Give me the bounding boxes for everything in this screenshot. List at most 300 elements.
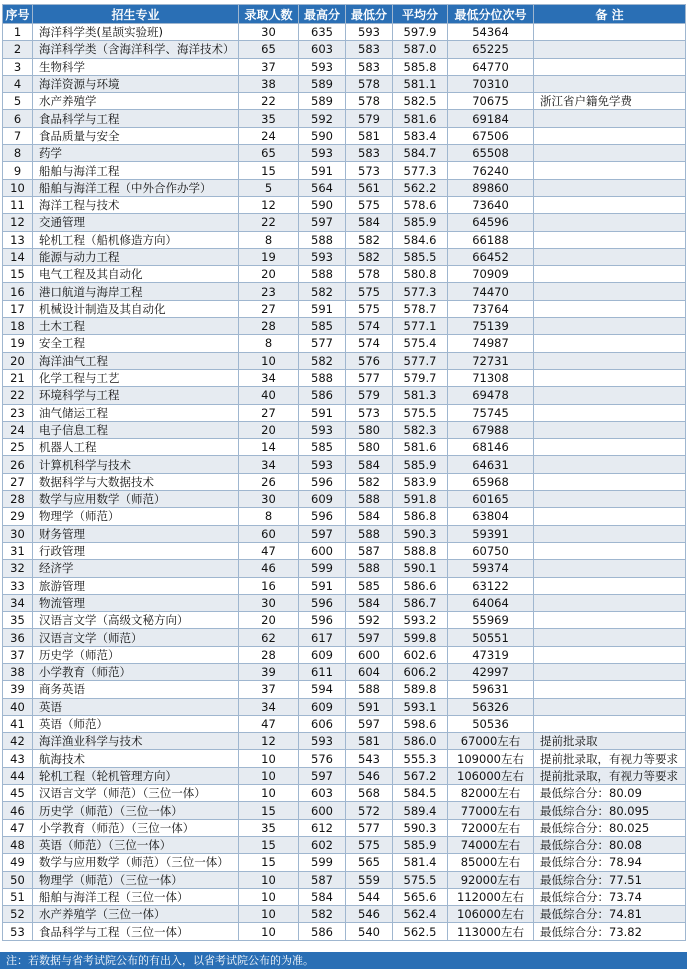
table-row bbox=[3, 231, 686, 248]
cell-avg-score: 593.2 bbox=[393, 612, 448, 629]
cell-index: 43 bbox=[3, 750, 33, 767]
cell-index: 53 bbox=[3, 923, 33, 940]
cell-remarks: 提前批录取，有视力等要求 bbox=[534, 767, 686, 784]
cell-major: 历史学（师范） bbox=[33, 646, 239, 663]
cell-min-score: 565 bbox=[346, 854, 393, 871]
cell-index: 49 bbox=[3, 854, 33, 871]
cell-min-score: 604 bbox=[346, 663, 393, 680]
cell-max-score: 596 bbox=[299, 473, 346, 490]
cell-major: 小学教育（师范）（三位一体） bbox=[33, 819, 239, 836]
cell-major: 能源与动力工程 bbox=[33, 248, 239, 265]
cell-index: 11 bbox=[3, 196, 33, 213]
cell-index: 20 bbox=[3, 352, 33, 369]
cell-major: 船舶与海洋工程（中外合作办学） bbox=[33, 179, 239, 196]
cell-min-score: 579 bbox=[346, 110, 393, 127]
cell-major: 财务管理 bbox=[33, 525, 239, 542]
table-row bbox=[3, 525, 686, 542]
cell-enrolled: 60 bbox=[239, 525, 299, 542]
cell-min-score: 587 bbox=[346, 542, 393, 559]
cell-enrolled: 20 bbox=[239, 421, 299, 438]
cell-min-score: 579 bbox=[346, 387, 393, 404]
cell-enrolled: 65 bbox=[239, 41, 299, 58]
cell-index: 18 bbox=[3, 318, 33, 335]
cell-min-rank: 55969 bbox=[448, 612, 534, 629]
cell-min-score: 546 bbox=[346, 767, 393, 784]
cell-major: 港口航道与海岸工程 bbox=[33, 283, 239, 300]
cell-min-rank: 64631 bbox=[448, 456, 534, 473]
cell-min-score: 584 bbox=[346, 214, 393, 231]
cell-min-rank: 59374 bbox=[448, 560, 534, 577]
cell-remarks bbox=[534, 300, 686, 317]
cell-major: 汉语言文学（高级文秘方向） bbox=[33, 612, 239, 629]
table-row bbox=[3, 836, 686, 853]
cell-min-score: 591 bbox=[346, 698, 393, 715]
cell-max-score: 590 bbox=[299, 196, 346, 213]
cell-remarks bbox=[534, 369, 686, 386]
table-row bbox=[3, 179, 686, 196]
cell-enrolled: 24 bbox=[239, 127, 299, 144]
cell-min-rank: 70310 bbox=[448, 75, 534, 92]
cell-index: 12 bbox=[3, 214, 33, 231]
table-row bbox=[3, 404, 686, 421]
cell-min-score: 544 bbox=[346, 888, 393, 905]
cell-min-rank: 67000左右 bbox=[448, 733, 534, 750]
cell-avg-score: 588.8 bbox=[393, 542, 448, 559]
cell-index: 3 bbox=[3, 58, 33, 75]
cell-major: 交通管理 bbox=[33, 214, 239, 231]
cell-index: 44 bbox=[3, 767, 33, 784]
cell-min-rank: 73640 bbox=[448, 196, 534, 213]
cell-remarks bbox=[534, 352, 686, 369]
cell-max-score: 591 bbox=[299, 162, 346, 179]
cell-remarks bbox=[534, 248, 686, 265]
cell-min-score: 576 bbox=[346, 352, 393, 369]
cell-min-rank: 56326 bbox=[448, 698, 534, 715]
cell-enrolled: 10 bbox=[239, 906, 299, 923]
cell-major: 轮机工程（船机修造方向） bbox=[33, 231, 239, 248]
cell-index: 2 bbox=[3, 41, 33, 58]
cell-major: 水产养殖学 bbox=[33, 93, 239, 110]
header-max-score: 最高分 bbox=[299, 5, 346, 24]
cell-index: 21 bbox=[3, 369, 33, 386]
cell-avg-score: 575.5 bbox=[393, 871, 448, 888]
cell-min-rank: 109000左右 bbox=[448, 750, 534, 767]
cell-index: 15 bbox=[3, 266, 33, 283]
cell-max-score: 591 bbox=[299, 404, 346, 421]
table-row bbox=[3, 162, 686, 179]
cell-index: 10 bbox=[3, 179, 33, 196]
cell-min-rank: 73764 bbox=[448, 300, 534, 317]
cell-major: 计算机科学与技术 bbox=[33, 456, 239, 473]
cell-index: 4 bbox=[3, 75, 33, 92]
header-row bbox=[3, 5, 686, 24]
cell-max-score: 635 bbox=[299, 24, 346, 41]
cell-max-score: 576 bbox=[299, 750, 346, 767]
table-row bbox=[3, 594, 686, 611]
cell-min-rank: 76240 bbox=[448, 162, 534, 179]
cell-remarks bbox=[534, 646, 686, 663]
cell-index: 1 bbox=[3, 24, 33, 41]
cell-index: 34 bbox=[3, 594, 33, 611]
table-row bbox=[3, 387, 686, 404]
cell-min-score: 573 bbox=[346, 404, 393, 421]
cell-major: 船舶与海洋工程（三位一体） bbox=[33, 888, 239, 905]
cell-min-score: 584 bbox=[346, 594, 393, 611]
table-row bbox=[3, 888, 686, 905]
cell-min-score: 581 bbox=[346, 733, 393, 750]
cell-avg-score: 577.7 bbox=[393, 352, 448, 369]
cell-index: 31 bbox=[3, 542, 33, 559]
cell-remarks bbox=[534, 525, 686, 542]
cell-major: 行政管理 bbox=[33, 542, 239, 559]
table-row bbox=[3, 577, 686, 594]
cell-max-score: 588 bbox=[299, 231, 346, 248]
cell-major: 食品科学与工程（三位一体） bbox=[33, 923, 239, 940]
cell-major: 化学工程与工艺 bbox=[33, 369, 239, 386]
cell-remarks bbox=[534, 456, 686, 473]
cell-remarks bbox=[534, 491, 686, 508]
cell-avg-score: 578.6 bbox=[393, 196, 448, 213]
cell-index: 29 bbox=[3, 508, 33, 525]
cell-min-score: 581 bbox=[346, 127, 393, 144]
cell-major: 电气工程及其自动化 bbox=[33, 266, 239, 283]
cell-remarks bbox=[534, 127, 686, 144]
cell-remarks bbox=[534, 663, 686, 680]
cell-major: 生物科学 bbox=[33, 58, 239, 75]
cell-enrolled: 27 bbox=[239, 300, 299, 317]
cell-enrolled: 26 bbox=[239, 473, 299, 490]
cell-min-rank: 60165 bbox=[448, 491, 534, 508]
cell-max-score: 600 bbox=[299, 542, 346, 559]
cell-avg-score: 578.7 bbox=[393, 300, 448, 317]
cell-max-score: 603 bbox=[299, 41, 346, 58]
table-row bbox=[3, 767, 686, 784]
cell-enrolled: 62 bbox=[239, 629, 299, 646]
cell-min-score: 577 bbox=[346, 819, 393, 836]
cell-enrolled: 10 bbox=[239, 888, 299, 905]
cell-min-score: 568 bbox=[346, 785, 393, 802]
cell-min-score: 584 bbox=[346, 456, 393, 473]
cell-avg-score: 584.5 bbox=[393, 785, 448, 802]
cell-enrolled: 20 bbox=[239, 612, 299, 629]
cell-max-score: 593 bbox=[299, 733, 346, 750]
table-row bbox=[3, 698, 686, 715]
cell-avg-score: 581.6 bbox=[393, 439, 448, 456]
table-row bbox=[3, 560, 686, 577]
cell-max-score: 564 bbox=[299, 179, 346, 196]
cell-min-rank: 64064 bbox=[448, 594, 534, 611]
cell-avg-score: 602.6 bbox=[393, 646, 448, 663]
cell-remarks bbox=[534, 41, 686, 58]
cell-enrolled: 37 bbox=[239, 681, 299, 698]
cell-enrolled: 15 bbox=[239, 162, 299, 179]
cell-max-score: 597 bbox=[299, 214, 346, 231]
cell-avg-score: 580.8 bbox=[393, 266, 448, 283]
cell-remarks bbox=[534, 214, 686, 231]
table-row bbox=[3, 473, 686, 490]
cell-min-rank: 54364 bbox=[448, 24, 534, 41]
cell-max-score: 589 bbox=[299, 75, 346, 92]
header-min-score: 最低分 bbox=[346, 5, 393, 24]
cell-avg-score: 577.1 bbox=[393, 318, 448, 335]
cell-index: 42 bbox=[3, 733, 33, 750]
table-row bbox=[3, 318, 686, 335]
cell-min-rank: 89860 bbox=[448, 179, 534, 196]
cell-enrolled: 15 bbox=[239, 854, 299, 871]
cell-remarks: 最低综合分：80.08 bbox=[534, 836, 686, 853]
cell-avg-score: 590.3 bbox=[393, 525, 448, 542]
table-row bbox=[3, 906, 686, 923]
cell-avg-score: 589.8 bbox=[393, 681, 448, 698]
cell-enrolled: 19 bbox=[239, 248, 299, 265]
cell-enrolled: 30 bbox=[239, 491, 299, 508]
cell-min-rank: 70675 bbox=[448, 93, 534, 110]
cell-enrolled: 8 bbox=[239, 508, 299, 525]
table-row bbox=[3, 439, 686, 456]
cell-min-score: 540 bbox=[346, 923, 393, 940]
table-row bbox=[3, 145, 686, 162]
cell-enrolled: 22 bbox=[239, 93, 299, 110]
cell-avg-score: 597.9 bbox=[393, 24, 448, 41]
cell-max-score: 609 bbox=[299, 646, 346, 663]
cell-enrolled: 10 bbox=[239, 785, 299, 802]
table-row bbox=[3, 456, 686, 473]
cell-index: 48 bbox=[3, 836, 33, 853]
cell-min-rank: 47319 bbox=[448, 646, 534, 663]
cell-enrolled: 39 bbox=[239, 663, 299, 680]
cell-remarks bbox=[534, 387, 686, 404]
cell-index: 19 bbox=[3, 335, 33, 352]
cell-min-rank: 85000左右 bbox=[448, 854, 534, 871]
cell-enrolled: 37 bbox=[239, 58, 299, 75]
cell-major: 海洋科学类(星颉实验班) bbox=[33, 24, 239, 41]
cell-min-score: 592 bbox=[346, 612, 393, 629]
cell-index: 32 bbox=[3, 560, 33, 577]
cell-index: 33 bbox=[3, 577, 33, 594]
cell-min-score: 575 bbox=[346, 300, 393, 317]
table-row bbox=[3, 871, 686, 888]
table-row bbox=[3, 58, 686, 75]
cell-avg-score: 582.3 bbox=[393, 421, 448, 438]
cell-max-score: 597 bbox=[299, 525, 346, 542]
cell-min-rank: 71308 bbox=[448, 369, 534, 386]
cell-avg-score: 598.6 bbox=[393, 715, 448, 732]
cell-major: 数学与应用数学（师范）（三位一体） bbox=[33, 854, 239, 871]
cell-enrolled: 34 bbox=[239, 456, 299, 473]
cell-min-score: 585 bbox=[346, 577, 393, 594]
cell-remarks bbox=[534, 24, 686, 41]
cell-index: 41 bbox=[3, 715, 33, 732]
table-row bbox=[3, 266, 686, 283]
cell-enrolled: 10 bbox=[239, 750, 299, 767]
cell-avg-score: 593.1 bbox=[393, 698, 448, 715]
cell-avg-score: 577.3 bbox=[393, 283, 448, 300]
cell-avg-score: 586.0 bbox=[393, 733, 448, 750]
cell-index: 36 bbox=[3, 629, 33, 646]
cell-major: 数据科学与大数据技术 bbox=[33, 473, 239, 490]
cell-remarks: 最低综合分：80.025 bbox=[534, 819, 686, 836]
cell-max-score: 603 bbox=[299, 785, 346, 802]
cell-min-score: 584 bbox=[346, 508, 393, 525]
cell-min-score: 577 bbox=[346, 369, 393, 386]
cell-min-score: 572 bbox=[346, 802, 393, 819]
cell-enrolled: 23 bbox=[239, 283, 299, 300]
cell-max-score: 602 bbox=[299, 836, 346, 853]
cell-enrolled: 15 bbox=[239, 802, 299, 819]
cell-avg-score: 587.0 bbox=[393, 41, 448, 58]
cell-avg-score: 565.6 bbox=[393, 888, 448, 905]
cell-avg-score: 555.3 bbox=[393, 750, 448, 767]
cell-enrolled: 65 bbox=[239, 145, 299, 162]
cell-max-score: 588 bbox=[299, 266, 346, 283]
cell-avg-score: 584.6 bbox=[393, 231, 448, 248]
cell-enrolled: 10 bbox=[239, 767, 299, 784]
cell-major: 土木工程 bbox=[33, 318, 239, 335]
cell-avg-score: 562.2 bbox=[393, 179, 448, 196]
table-row bbox=[3, 542, 686, 559]
cell-major: 历史学（师范）（三位一体） bbox=[33, 802, 239, 819]
cell-remarks bbox=[534, 58, 686, 75]
cell-min-score: 574 bbox=[346, 335, 393, 352]
cell-avg-score: 567.2 bbox=[393, 767, 448, 784]
table-row bbox=[3, 715, 686, 732]
cell-min-score: 597 bbox=[346, 629, 393, 646]
cell-index: 39 bbox=[3, 681, 33, 698]
cell-remarks bbox=[534, 612, 686, 629]
cell-enrolled: 34 bbox=[239, 698, 299, 715]
table-row bbox=[3, 369, 686, 386]
cell-min-score: 588 bbox=[346, 525, 393, 542]
cell-enrolled: 47 bbox=[239, 542, 299, 559]
cell-enrolled: 12 bbox=[239, 196, 299, 213]
cell-major: 食品质量与安全 bbox=[33, 127, 239, 144]
cell-min-rank: 72731 bbox=[448, 352, 534, 369]
table-row bbox=[3, 733, 686, 750]
cell-remarks bbox=[534, 283, 686, 300]
cell-major: 汉语言文学（师范） bbox=[33, 629, 239, 646]
cell-major: 环境科学与工程 bbox=[33, 387, 239, 404]
cell-enrolled: 40 bbox=[239, 387, 299, 404]
cell-major: 轮机工程（轮机管理方向） bbox=[33, 767, 239, 784]
cell-min-rank: 42997 bbox=[448, 663, 534, 680]
table-row bbox=[3, 283, 686, 300]
cell-max-score: 585 bbox=[299, 439, 346, 456]
cell-max-score: 593 bbox=[299, 145, 346, 162]
cell-remarks bbox=[534, 231, 686, 248]
cell-max-score: 591 bbox=[299, 300, 346, 317]
cell-avg-score: 586.7 bbox=[393, 594, 448, 611]
cell-avg-score: 606.2 bbox=[393, 663, 448, 680]
cell-min-score: 580 bbox=[346, 439, 393, 456]
table-row bbox=[3, 646, 686, 663]
table-row bbox=[3, 214, 686, 231]
cell-min-rank: 59631 bbox=[448, 681, 534, 698]
cell-min-score: 543 bbox=[346, 750, 393, 767]
cell-enrolled: 35 bbox=[239, 110, 299, 127]
table-header bbox=[3, 5, 686, 24]
cell-major: 电子信息工程 bbox=[33, 421, 239, 438]
cell-max-score: 591 bbox=[299, 577, 346, 594]
cell-avg-score: 583.9 bbox=[393, 473, 448, 490]
cell-min-score: 574 bbox=[346, 318, 393, 335]
table-row bbox=[3, 629, 686, 646]
cell-max-score: 599 bbox=[299, 854, 346, 871]
cell-remarks bbox=[534, 196, 686, 213]
cell-index: 23 bbox=[3, 404, 33, 421]
cell-major: 英语（师范）（三位一体） bbox=[33, 836, 239, 853]
cell-remarks: 最低综合分：77.51 bbox=[534, 871, 686, 888]
cell-major: 机械设计制造及其自动化 bbox=[33, 300, 239, 317]
cell-min-rank: 74000左右 bbox=[448, 836, 534, 853]
cell-max-score: 586 bbox=[299, 387, 346, 404]
cell-enrolled: 8 bbox=[239, 231, 299, 248]
cell-major: 安全工程 bbox=[33, 335, 239, 352]
cell-index: 5 bbox=[3, 93, 33, 110]
cell-remarks bbox=[534, 335, 686, 352]
cell-enrolled: 34 bbox=[239, 369, 299, 386]
cell-enrolled: 47 bbox=[239, 715, 299, 732]
cell-major: 英语（师范） bbox=[33, 715, 239, 732]
cell-remarks: 最低综合分：73.74 bbox=[534, 888, 686, 905]
cell-min-rank: 65968 bbox=[448, 473, 534, 490]
cell-enrolled: 16 bbox=[239, 577, 299, 594]
cell-index: 13 bbox=[3, 231, 33, 248]
cell-max-score: 577 bbox=[299, 335, 346, 352]
cell-remarks bbox=[534, 560, 686, 577]
cell-max-score: 611 bbox=[299, 663, 346, 680]
cell-major: 海洋油气工程 bbox=[33, 352, 239, 369]
cell-avg-score: 585.9 bbox=[393, 214, 448, 231]
header-index: 序号 bbox=[3, 5, 33, 24]
cell-remarks: 提前批录取，有视力等要求 bbox=[534, 750, 686, 767]
cell-min-rank: 60750 bbox=[448, 542, 534, 559]
cell-index: 6 bbox=[3, 110, 33, 127]
cell-avg-score: 589.4 bbox=[393, 802, 448, 819]
cell-min-score: 546 bbox=[346, 906, 393, 923]
cell-min-rank: 65225 bbox=[448, 41, 534, 58]
cell-min-score: 588 bbox=[346, 491, 393, 508]
table-row bbox=[3, 819, 686, 836]
cell-min-rank: 67988 bbox=[448, 421, 534, 438]
admission-scores-table bbox=[2, 4, 686, 941]
table-row bbox=[3, 127, 686, 144]
table-row bbox=[3, 24, 686, 41]
cell-remarks: 最低综合分：74.81 bbox=[534, 906, 686, 923]
cell-major: 药学 bbox=[33, 145, 239, 162]
cell-index: 9 bbox=[3, 162, 33, 179]
cell-enrolled: 10 bbox=[239, 871, 299, 888]
cell-max-score: 593 bbox=[299, 248, 346, 265]
cell-major: 旅游管理 bbox=[33, 577, 239, 594]
cell-min-rank: 66452 bbox=[448, 248, 534, 265]
cell-min-rank: 63122 bbox=[448, 577, 534, 594]
cell-min-score: 578 bbox=[346, 75, 393, 92]
table-row bbox=[3, 41, 686, 58]
cell-remarks: 最低综合分：78.94 bbox=[534, 854, 686, 871]
cell-min-score: 578 bbox=[346, 266, 393, 283]
cell-avg-score: 585.5 bbox=[393, 248, 448, 265]
cell-min-score: 582 bbox=[346, 231, 393, 248]
table-row bbox=[3, 785, 686, 802]
cell-min-score: 597 bbox=[346, 715, 393, 732]
cell-index: 14 bbox=[3, 248, 33, 265]
cell-max-score: 590 bbox=[299, 127, 346, 144]
header-avg-score: 平均分 bbox=[393, 5, 448, 24]
cell-min-rank: 63804 bbox=[448, 508, 534, 525]
table-row bbox=[3, 335, 686, 352]
cell-enrolled: 35 bbox=[239, 819, 299, 836]
cell-major: 英语 bbox=[33, 698, 239, 715]
